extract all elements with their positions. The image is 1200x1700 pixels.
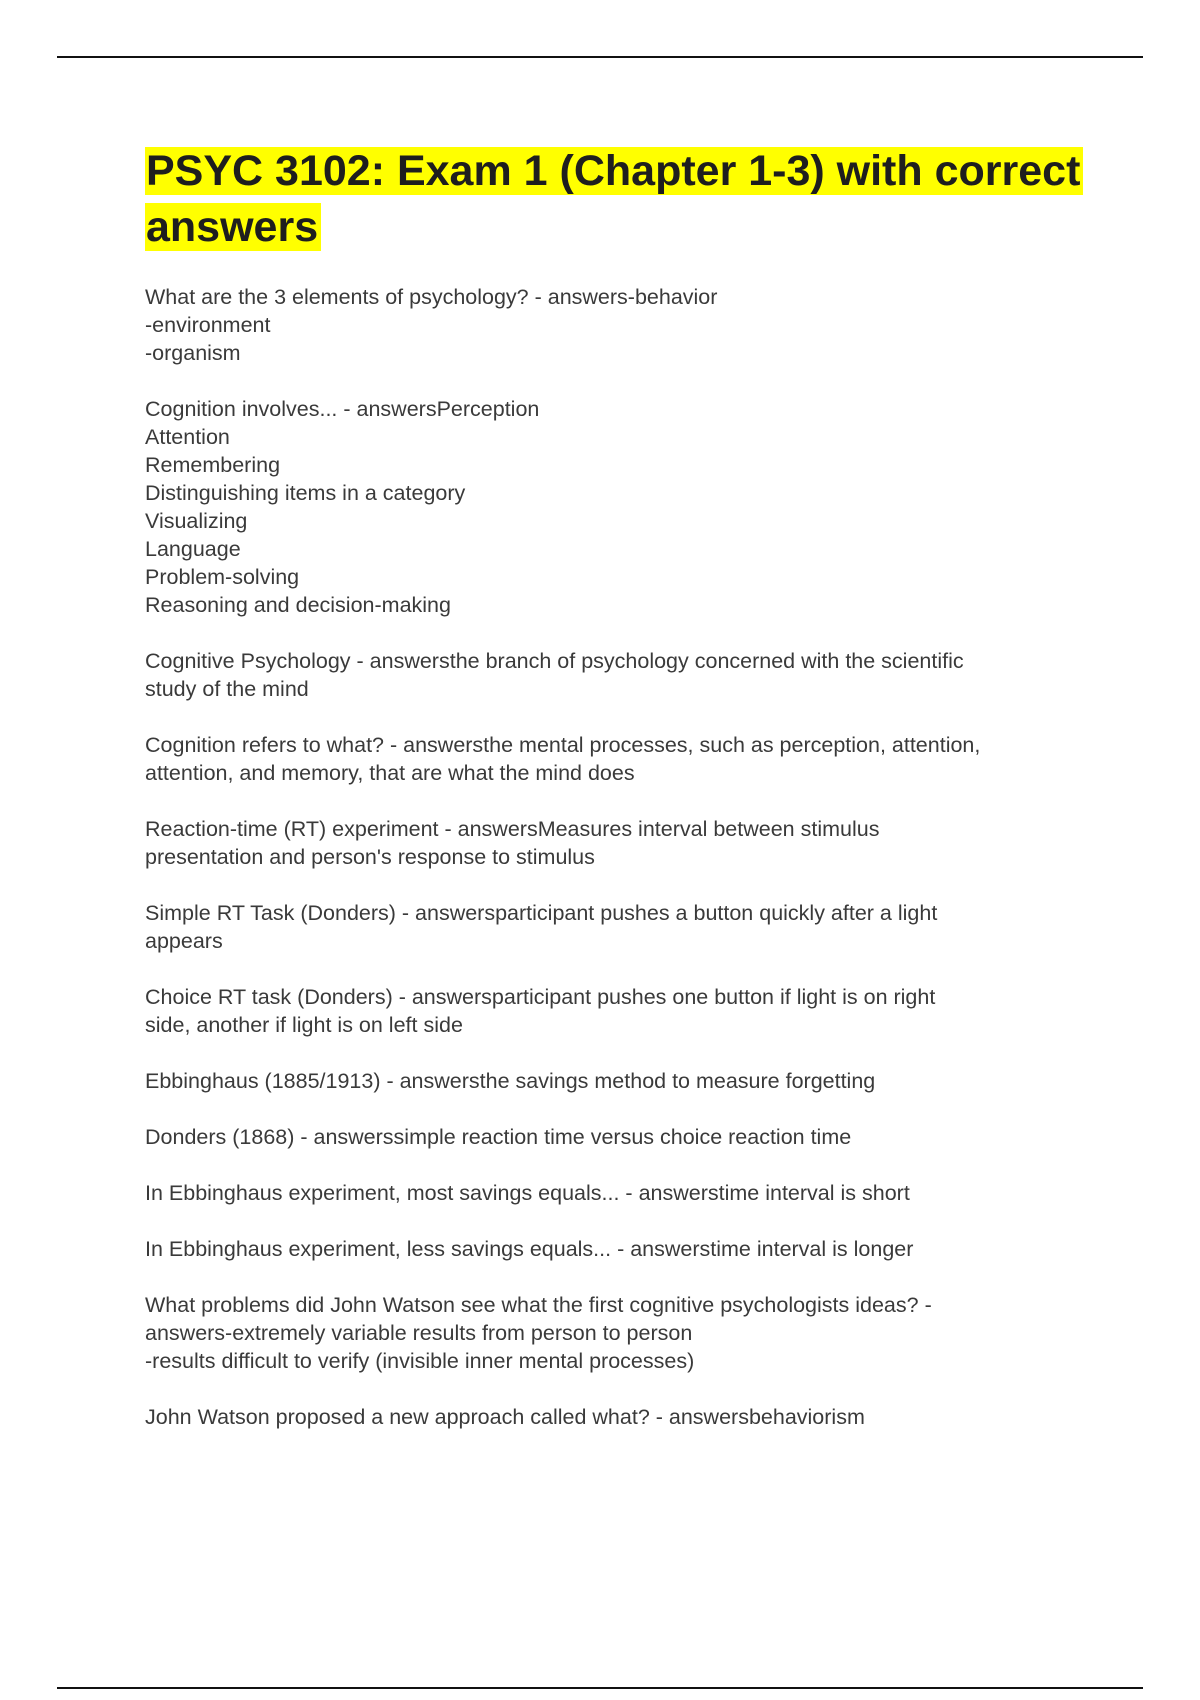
qa-entry-4 (145, 815, 1105, 871)
qa-line: -organism (145, 341, 241, 365)
qa-line: In Ebbinghaus experiment, most savings equals... - answerstime interval is short (145, 1181, 910, 1205)
qa-entry-12 (145, 1403, 1105, 1431)
qa-line: Reaction-time (RT) experiment - answersMeasures interval between stimulus (145, 817, 880, 841)
qa-entry-1 (145, 395, 1105, 619)
qa-line: Choice RT task (Donders) - answersparticipant pushes one button if light is on right (145, 985, 936, 1009)
qa-entry-0 (145, 283, 1105, 367)
qa-line: study of the mind (145, 677, 309, 701)
qa-entry-2 (145, 647, 1105, 703)
qa-line: Visualizing (145, 509, 248, 533)
qa-entry-6 (145, 983, 1105, 1039)
qa-line: John Watson proposed a new approach called what? - answersbehaviorism (145, 1405, 865, 1429)
qa-entry-9 (145, 1179, 1105, 1207)
qa-line: Reasoning and decision-making (145, 593, 451, 617)
qa-line: appears (145, 929, 223, 953)
qa-line: Problem-solving (145, 565, 300, 589)
qa-line: In Ebbinghaus experiment, less savings equals... - answerstime interval is longer (145, 1237, 914, 1261)
qa-line: What are the 3 elements of psychology? - answers-behavior (145, 285, 718, 309)
page-title (145, 143, 1105, 255)
page-title-text: PSYC 3102: Exam 1 (Chapter 1-3) with correct answers (145, 147, 1083, 251)
qa-entry-7 (145, 1067, 1105, 1095)
document-body (145, 143, 1105, 1459)
qa-entry-5 (145, 899, 1105, 955)
qa-line: attention, and memory, that are what the mind does (145, 761, 635, 785)
qa-line: -results difficult to verify (invisible inner mental processes) (145, 1349, 695, 1373)
qa-line: Donders (1868) - answerssimple reaction time versus choice reaction time (145, 1125, 852, 1149)
qa-line: side, another if light is on left side (145, 1013, 463, 1037)
qa-line: Language (145, 537, 241, 561)
qa-line: presentation and person's response to stimulus (145, 845, 595, 869)
qa-entry-3 (145, 731, 1105, 787)
qa-line: Remembering (145, 453, 281, 477)
qa-line: Cognition refers to what? - answersthe mental processes, such as perception, attention, (145, 733, 981, 757)
qa-line: answers-extremely variable results from person to person (145, 1321, 693, 1345)
qa-line: Cognitive Psychology - answersthe branch of psychology concerned with the scientific (145, 649, 964, 673)
qa-entry-10 (145, 1235, 1105, 1263)
qa-entry-11 (145, 1291, 1105, 1375)
qa-line: Simple RT Task (Donders) - answersparticipant pushes a button quickly after a light (145, 901, 938, 925)
footer-rule (57, 1687, 1143, 1689)
qa-line: Attention (145, 425, 230, 449)
qa-line: Ebbinghaus (1885/1913) - answersthe savings method to measure forgetting (145, 1069, 876, 1093)
header-rule (57, 56, 1143, 58)
qa-line: -environment (145, 313, 271, 337)
qa-line: What problems did John Watson see what the first cognitive psychologists ideas? - (145, 1293, 932, 1317)
qa-line: Cognition involves... - answersPerception (145, 397, 540, 421)
qa-entry-8 (145, 1123, 1105, 1151)
qa-line: Distinguishing items in a category (145, 481, 466, 505)
